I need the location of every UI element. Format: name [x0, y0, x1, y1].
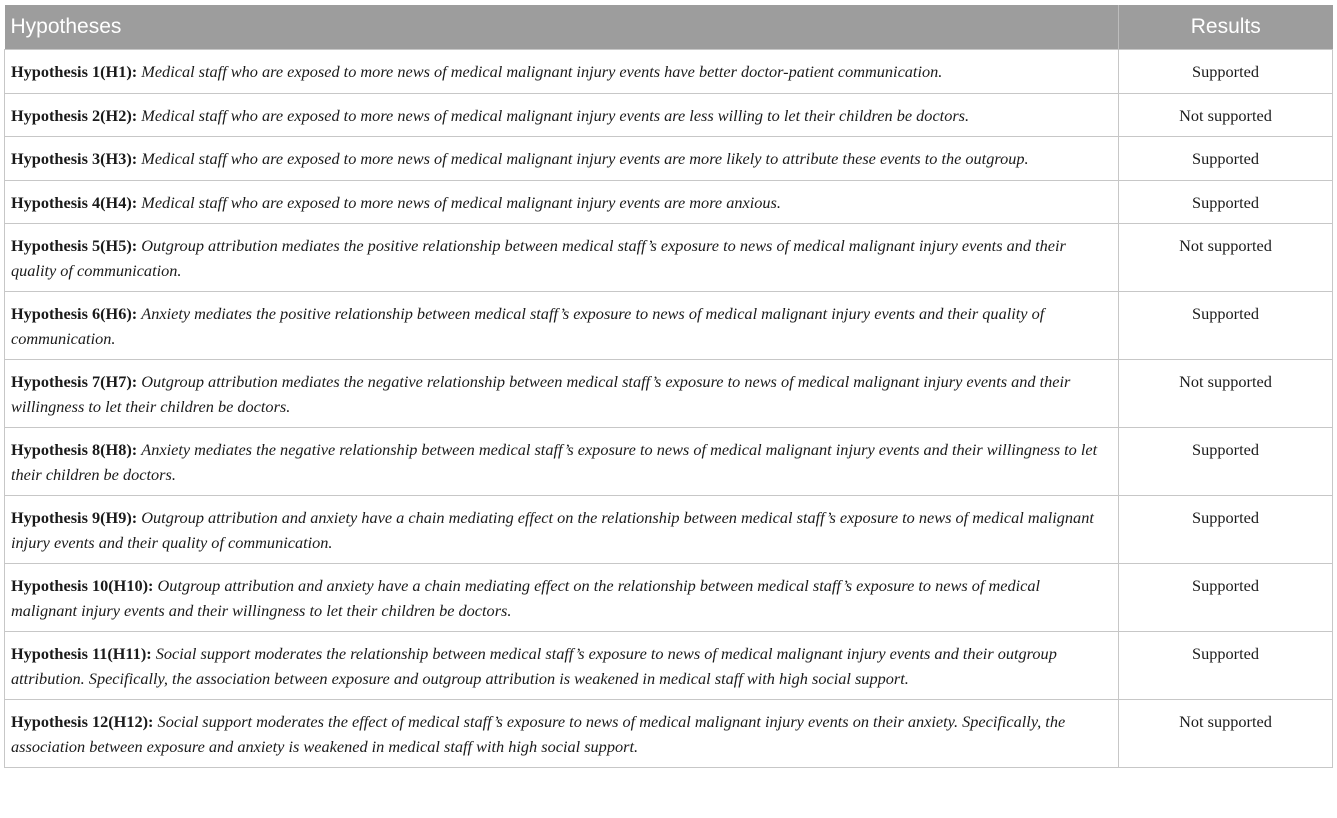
hypothesis-cell [5, 360, 1119, 428]
result-cell: Not supported [1119, 360, 1333, 428]
result-cell: Supported [1119, 496, 1333, 564]
hypothesis-text: Outgroup attribution and anxiety have a chain mediating effect on the relationship between medical staff’s exposure to news of medical malignant injury events and their quality of communication. [11, 508, 1094, 552]
hypothesis-label: Hypothesis 9(H9): [11, 508, 138, 527]
hypothesis-cell [5, 137, 1119, 181]
result-cell: Not supported [1119, 224, 1333, 292]
hypothesis-cell [5, 564, 1119, 632]
hypothesis-cell [5, 50, 1119, 94]
hypothesis-label: Hypothesis 11(H11): [11, 644, 152, 663]
hypothesis-label: Hypothesis 8(H8): [11, 440, 138, 459]
hypothesis-label: Hypothesis 12(H12): [11, 712, 154, 731]
hypothesis-label: Hypothesis 5(H5): [11, 236, 138, 255]
result-cell: Supported [1119, 180, 1333, 224]
hypothesis-label: Hypothesis 7(H7): [11, 372, 138, 391]
table-row [5, 564, 1333, 632]
table-row [5, 180, 1333, 224]
hypotheses-table [4, 5, 1333, 768]
hypothesis-text: Outgroup attribution mediates the negative relationship between medical staff’s exposure to news of medical malignant injury events and their willingness to let their children be doctors. [11, 372, 1071, 416]
hypothesis-text: Social support moderates the relationship between medical staff’s exposure to news of medical malignant injury events and their outgroup attribution. Specifically, the association between exposure and outgroup attribution is weakened in medical staff with high social support. [11, 644, 1057, 688]
hypothesis-text: Anxiety mediates the positive relationship between medical staff’s exposure to news of medical malignant injury events and their quality of communication. [11, 304, 1045, 348]
hypothesis-cell [5, 428, 1119, 496]
table-row [5, 224, 1333, 292]
result-cell: Not supported [1119, 700, 1333, 768]
result-cell: Supported [1119, 564, 1333, 632]
table-row [5, 137, 1333, 181]
table-row [5, 360, 1333, 428]
hypothesis-label: Hypothesis 10(H10): [11, 576, 154, 595]
hypothesis-cell [5, 496, 1119, 564]
table-row [5, 428, 1333, 496]
table-row [5, 496, 1333, 564]
hypothesis-text: Outgroup attribution mediates the positive relationship between medical staff’s exposure to news of medical malignant injury events and their quality of communication. [11, 236, 1066, 280]
hypothesis-cell [5, 632, 1119, 700]
hypothesis-text: Social support moderates the effect of medical staff’s exposure to news of medical malignant injury events on their anxiety. Specifically, the association between exposure and anxiety is weakened in medical staff with high social support. [11, 712, 1066, 756]
header-row [5, 5, 1333, 50]
hypothesis-label: Hypothesis 1(H1): [11, 62, 138, 81]
table-row [5, 50, 1333, 94]
result-cell: Supported [1119, 428, 1333, 496]
hypothesis-label: Hypothesis 4(H4): [11, 192, 138, 212]
hypothesis-cell [5, 700, 1119, 768]
hypothesis-cell [5, 292, 1119, 360]
table-row [5, 93, 1333, 137]
hypothesis-text: Medical staff who are exposed to more news of medical malignant injury events have better doctor-patient communication. [141, 62, 943, 81]
hypothesis-label: Hypothesis 3(H3): [11, 149, 138, 168]
hypothesis-cell [5, 224, 1119, 292]
result-cell: Supported [1119, 292, 1333, 360]
table-header [5, 5, 1333, 50]
result-cell: Supported [1119, 632, 1333, 700]
result-cell: Supported [1119, 50, 1333, 94]
hypothesis-text: Anxiety mediates the negative relationship between medical staff’s exposure to news of medical malignant injury events and their willingness to let their children be doctors. [11, 440, 1098, 484]
result-cell: Supported [1119, 137, 1333, 181]
hypothesis-cell [5, 93, 1119, 137]
hypothesis-label: Hypothesis 2(H2): [11, 105, 138, 125]
header-results: Results [1119, 5, 1333, 50]
hypotheses-table-container [4, 5, 1332, 768]
hypothesis-text: Outgroup attribution and anxiety have a chain mediating effect on the relationship between medical staff’s exposure to news of medical malignant injury events and their willingness to let their children be doctors. [11, 576, 1041, 620]
table-row [5, 700, 1333, 768]
hypothesis-text: Medical staff who are exposed to more news of medical malignant injury events are less willing to let their children be doctors. [141, 105, 970, 125]
hypothesis-cell [5, 180, 1119, 224]
header-hypotheses: Hypotheses [5, 5, 1119, 50]
table-row [5, 632, 1333, 700]
hypothesis-text: Medical staff who are exposed to more news of medical malignant injury events are more anxious. [141, 192, 781, 212]
result-cell: Not supported [1119, 93, 1333, 137]
table-body [5, 50, 1333, 768]
hypothesis-text: Medical staff who are exposed to more news of medical malignant injury events are more likely to attribute these events to the outgroup. [141, 149, 1029, 168]
hypothesis-label: Hypothesis 6(H6): [11, 304, 138, 323]
table-row [5, 292, 1333, 360]
